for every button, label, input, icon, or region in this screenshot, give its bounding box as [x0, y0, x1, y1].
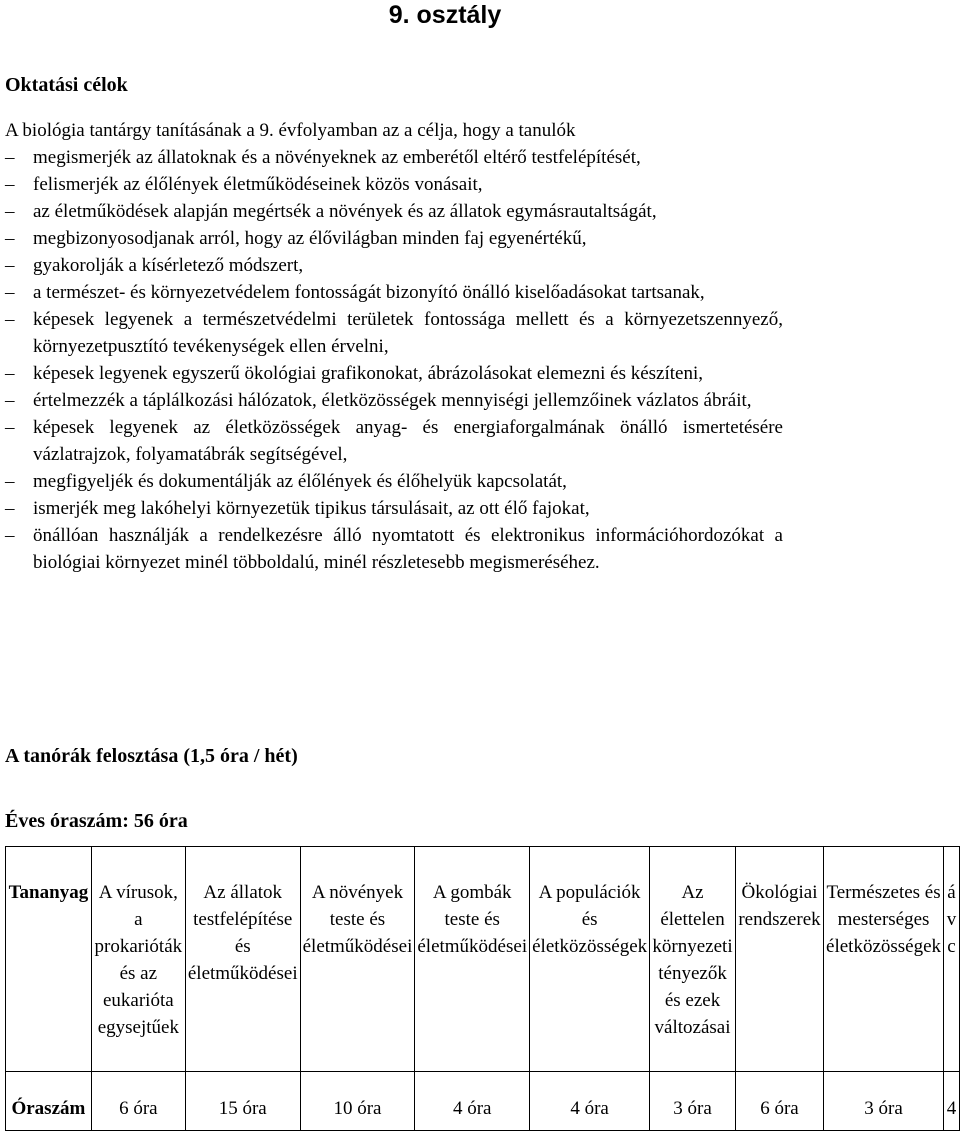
dash-bullet: –: [5, 471, 15, 492]
goal-text: képesek legyenek az életközösségek anyag- és energiaforgalmának önálló ismertetésére vázlatrajzok, folyamatábrák segítségével,: [33, 417, 783, 465]
hours-row-label: Óraszám: [6, 1072, 92, 1131]
hours-row: [6, 1072, 960, 1131]
dash-bullet: –: [5, 147, 15, 168]
hours-cell: 10 óra: [300, 1072, 415, 1131]
goal-text: ismerjék meg lakóhelyi környezetük tipikus társulásait, az ott élő fajokat,: [33, 498, 590, 519]
hours-cell: 3 óra: [650, 1072, 736, 1131]
goal-text: megfigyeljék és dokumentálják az élőlények és élőhelyük kapcsolatát,: [33, 471, 567, 492]
topic-cell: Az élettelen környezeti tényezők és ezek változásai: [650, 847, 736, 1072]
dash-bullet: –: [5, 174, 15, 195]
hours-cell: 4: [944, 1072, 960, 1131]
goal-item: [5, 252, 783, 279]
page-title: 9. osztály: [388, 1, 502, 29]
goal-item: [5, 306, 783, 360]
goal-item: [5, 468, 783, 495]
goal-text: az életműködések alapján megértsék a növények és az állatok egymásrautaltságát,: [33, 201, 657, 222]
hours-cell: 15 óra: [185, 1072, 300, 1131]
goal-item: [5, 279, 783, 306]
goal-text: felismerjék az élőlények életműködéseinek közös vonásait,: [33, 174, 483, 195]
goal-item: [5, 387, 783, 414]
hours-cell: 3 óra: [824, 1072, 944, 1131]
goal-item: [5, 171, 783, 198]
topics-row: [6, 847, 960, 1072]
hours-cell: 4 óra: [530, 1072, 650, 1131]
dash-bullet: –: [5, 525, 15, 546]
dash-bullet: –: [5, 255, 15, 276]
goal-text: képesek legyenek egyszerű ökológiai grafikonokat, ábrázolásokat elemezni és készíteni,: [33, 363, 704, 384]
goal-item: [5, 495, 783, 522]
goal-text: megismerjék az állatoknak és a növényeknek az emberétől eltérő testfelépítését,: [33, 147, 641, 168]
goals-list: [5, 144, 783, 576]
dash-bullet: –: [5, 363, 15, 384]
dash-bullet: –: [5, 390, 15, 411]
dash-bullet: –: [5, 417, 15, 438]
split-heading: A tanórák felosztása (1,5 óra / hét): [5, 745, 298, 767]
goal-text: értelmezzék a táplálkozási hálózatok, életközösségek mennyiségi jellemzőinek vázlatos ábráit,: [33, 390, 752, 411]
topic-cell: A populációk és életközösségek: [530, 847, 650, 1072]
topic-cell: á v c: [944, 847, 960, 1072]
intro-text: A biológia tantárgy tanításának a 9. évfolyamban az a célja, hogy a tanulók: [5, 120, 576, 141]
goal-text: önállóan használják a rendelkezésre álló nyomtatott és elektronikus információhordozókat a biológiai környezet minél többoldalú, minél részletesebb megismeréséhez.: [33, 525, 783, 573]
hours-cell: 4 óra: [415, 1072, 530, 1131]
topic-cell: A vírusok, a prokarióták és az eukarióta egysejtűek: [91, 847, 185, 1072]
goal-item: [5, 225, 783, 252]
goal-text: képesek legyenek a természetvédelmi területek fontossága mellett és a környezetszennyező, környezetpusztító tevékenységek ellen érvelni,: [33, 309, 783, 357]
hours-cell: 6 óra: [91, 1072, 185, 1131]
goal-item: [5, 414, 783, 468]
goal-text: gyakorolják a kísérletező módszert,: [33, 255, 304, 276]
dash-bullet: –: [5, 282, 15, 303]
dash-bullet: –: [5, 228, 15, 249]
annual-hours-heading: Éves óraszám: 56 óra: [5, 810, 188, 832]
topic-cell: A gombák teste és életműködései: [415, 847, 530, 1072]
hours-cell: 6 óra: [735, 1072, 823, 1131]
topic-cell: Ökológiai rendszerek: [735, 847, 823, 1072]
goal-item: [5, 198, 783, 225]
dash-bullet: –: [5, 309, 15, 330]
goal-item: [5, 360, 783, 387]
schedule-table: [5, 846, 960, 1131]
dash-bullet: –: [5, 201, 15, 222]
goals-heading: Oktatási célok: [5, 74, 128, 96]
topic-cell: A növények teste és életműködései: [300, 847, 415, 1072]
topic-cell: Természetes és mesterséges életközösségek: [824, 847, 944, 1072]
topic-cell: Az állatok testfelépítése és életműködései: [185, 847, 300, 1072]
goal-item: [5, 144, 783, 171]
topic-row-label: Tananyag: [6, 847, 92, 1072]
goal-text: a természet- és környezetvédelem fontosságát bizonyító önálló kiselőadásokat tartsanak,: [33, 282, 705, 303]
goal-item: [5, 522, 783, 576]
dash-bullet: –: [5, 498, 15, 519]
goal-text: megbizonyosodjanak arról, hogy az élővilágban minden faj egyenértékű,: [33, 228, 587, 249]
